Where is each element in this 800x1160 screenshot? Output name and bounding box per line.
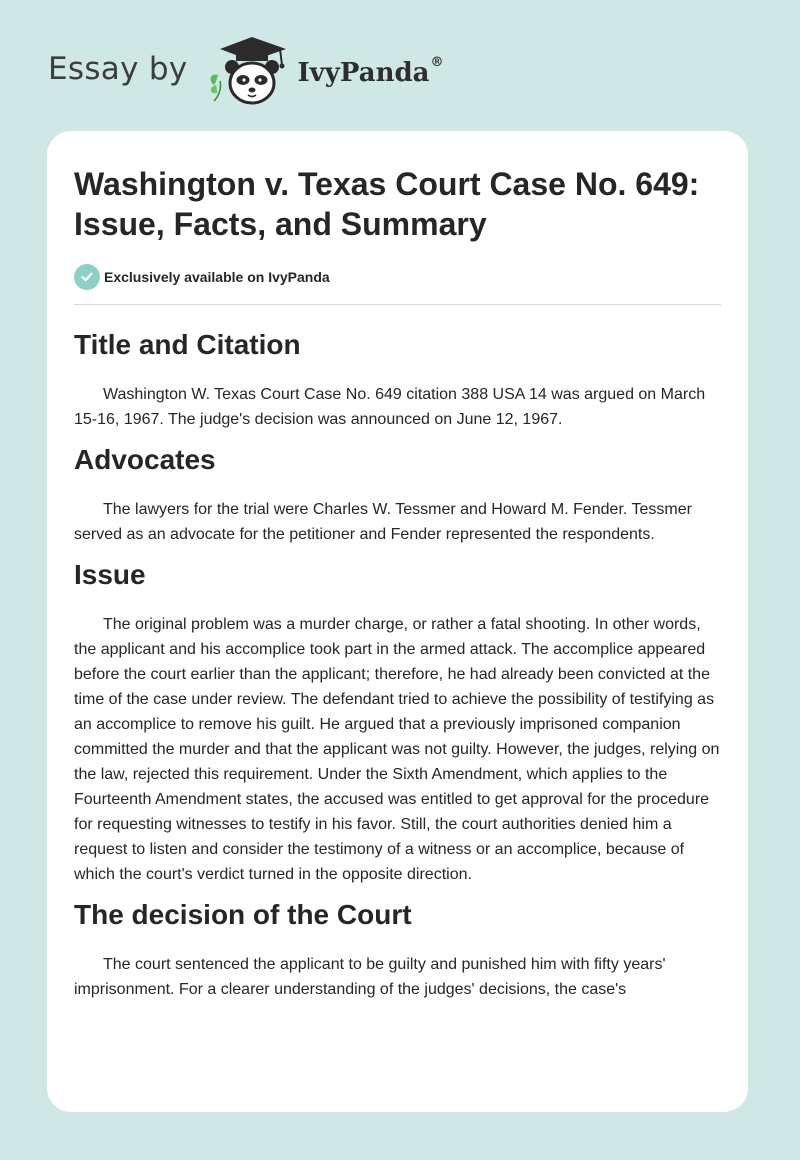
section-text-issue: The original problem was a murder charge, or rather a fatal shooting. In other words, the applicant and his accomplice took part in the armed attack. The accomplice appeared before the court earlier than the applicant; therefore, he had already been convicted at the time of the case under review. The defendant tried to achieve the possibility of testifying as an accomplice to remove his guilt. He argued that a previously imprisoned companion committed the murder and that the applicant was not guilty. However, the judges, relying on the law, rejected this requirement. Under the Sixth Amendment, which applies to the Fourteenth Amendment states, the accused was entitled to get approval for the procedure for requesting witnesses to testify in his favor. Still, the court authorities denied him a request to listen and consider the testimony of a witness or an accomplice, because of which the court's verdict turned in the opposite direction.: [74, 616, 720, 883]
exclusive-badge-text: Exclusively available on IvyPanda: [104, 269, 330, 285]
essay-title: Washington v. Texas Court Case No. 649: Issue, Facts, and Summary: [74, 166, 700, 242]
registered-mark: ®: [430, 55, 444, 70]
site-header: [48, 36, 444, 106]
section-text-decision: The court sentenced the applicant to be guilty and punished him with fifty years' imprisonment. For a clearer understanding of the judges' decisions, the case's: [74, 956, 666, 998]
section-heading-advocates: Advocates: [74, 444, 216, 475]
essay-card: [47, 131, 748, 1112]
panda-graduate-logo-icon[interactable]: [202, 35, 294, 107]
section-heading-issue: Issue: [74, 559, 146, 590]
section-heading-decision: The decision of the Court: [74, 899, 412, 930]
ivypanda-brand-name[interactable]: IvyPanda®: [297, 55, 444, 88]
essay-by-label: Essay by: [48, 51, 188, 87]
section-text-title-citation: Washington W. Texas Court Case No. 649 citation 388 USA 14 was argued on March 15-16, 1967. The judge's decision was announced on June 12, 1967.: [74, 386, 706, 428]
section-heading-title-citation: Title and Citation: [74, 329, 301, 360]
section-text-advocates: The lawyers for the trial were Charles W. Tessmer and Howard M. Fender. Tessmer served as an advocate for the petitioner and Fender represented the respondents.: [74, 501, 692, 543]
check-circle-icon: [74, 264, 100, 290]
exclusive-badge: [74, 264, 721, 305]
